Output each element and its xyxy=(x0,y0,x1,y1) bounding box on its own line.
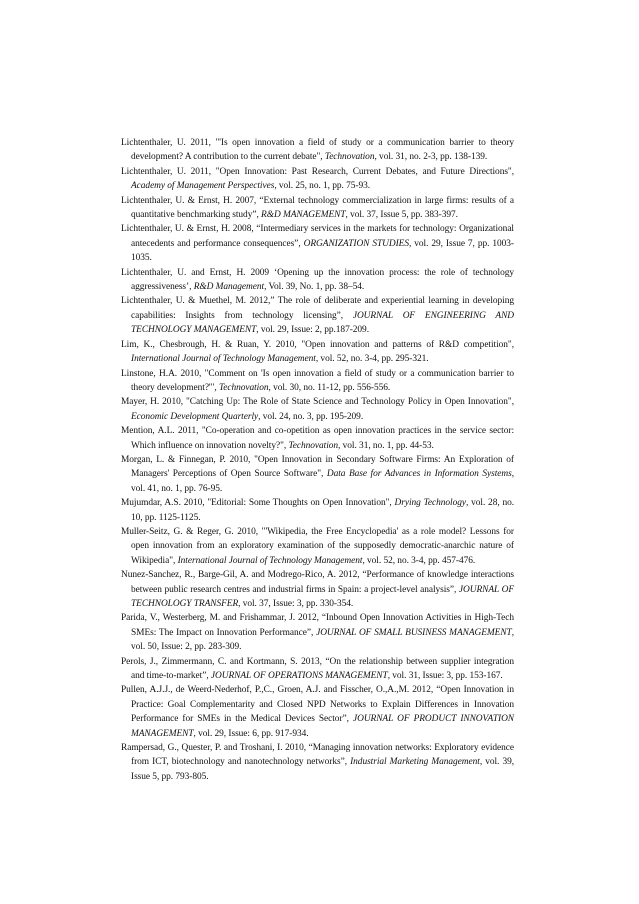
reference-text: , vol. 29, Issue: 2, pp.187-209. xyxy=(256,325,369,336)
reference-text: Lichtenthaler, U. 2011, "'Is open innovation a field of study or a communication barrier to theory development? A contribution to the current debate", xyxy=(121,138,514,163)
reference-text: , Vol. 39, No. 1, pp. 38–54. xyxy=(264,282,365,293)
reference-entry xyxy=(121,338,514,367)
reference-text: , vol. 41, no. 1, pp. 76-95. xyxy=(131,469,515,494)
reference-source-title: Industrial Marketing Management xyxy=(350,757,480,768)
reference-text: Mention, A.L. 2011, "Co-operation and co-opetition as open innovation practices in the service sector: Which influence on innovation novelty?", xyxy=(121,426,514,451)
reference-text: , vol. 37, Issue: 3, pp. 330-354. xyxy=(238,599,354,609)
reference-text: , vol. 37, Issue 5, pp. 383-397. xyxy=(345,210,458,221)
reference-text: , vol. 52, no. 3-4, pp. 457-476. xyxy=(362,555,476,566)
reference-entry xyxy=(121,683,514,741)
reference-entry xyxy=(121,222,514,265)
reference-source-title: R&D Management xyxy=(193,282,265,293)
reference-source-title: JOURNAL OF PRODUCT INNOVATION MANAGEMENT xyxy=(131,714,514,739)
reference-text: Lichtenthaler, U. and Ernst, H. 2009 ‘Opening up the innovation process: the role of technology aggressiveness’, xyxy=(121,267,514,293)
reference-text: Perols, J., Zimmermann, C. and Kortmann, S. 2013, “On the relationship between supplier integration and time-to-market”, xyxy=(121,656,514,682)
reference-source-title: International Journal of Technology Management xyxy=(131,354,316,365)
reference-text: , vol. 28, no. 10, pp. 1125-1125. xyxy=(131,498,515,523)
reference-source-title: International Journal of Technology Management xyxy=(177,555,363,566)
reference-text: , vol. 29, Issue 7, pp. 1003-1035. xyxy=(131,238,515,264)
reference-text: Lim, K., Chesbrough, H. & Ruan, Y. 2010, "Open innovation and patterns of R&D competition", xyxy=(121,339,514,350)
reference-text: Linstone, H.A. 2010, "Comment on 'Is open innovation a field of study or a communication barrier to theory development?'", xyxy=(121,368,514,393)
reference-source-title: Technovation xyxy=(218,382,269,393)
reference-text: , vol. 29, Issue: 6, pp. 917-934. xyxy=(193,728,309,739)
reference-entry xyxy=(121,194,514,223)
reference-text: , vol. 31, no. 2-3, pp. 138-139. xyxy=(374,152,488,163)
reference-text: Mujumdar, A.S. 2010, "Editorial: Some Thoughts on Open Innovation", xyxy=(121,498,395,509)
reference-source-title: JOURNAL OF ENGINEERING AND TECHNOLOGY MANAGEMENT xyxy=(131,310,514,336)
reference-text: Rampersad, G., Quester, P. and Troshani, I. 2010, “Managing innovation networks: Exploratory evidence from ICT, biotechnology and nanotechnology networks”, xyxy=(121,743,514,768)
reference-source-title: R&D MANAGEMENT xyxy=(261,210,346,221)
reference-text: , vol. 25, no. 1, pp. 75-93. xyxy=(274,181,371,192)
reference-source-title: ORGANIZATION STUDIES xyxy=(303,238,409,249)
reference-entry xyxy=(121,525,514,568)
reference-entry xyxy=(121,611,514,654)
reference-entry xyxy=(121,367,514,396)
reference-text: , vol. 24, no. 3, pp. 195-209. xyxy=(258,411,364,422)
reference-entry xyxy=(121,568,514,611)
reference-text: , vol. 39, Issue 5, pp. 793-805. xyxy=(131,757,515,782)
reference-source-title: Drying Technology xyxy=(394,498,466,509)
reference-entry xyxy=(121,496,514,525)
reference-text: , vol. 31, no. 1, pp. 44-53. xyxy=(338,440,434,451)
reference-entry xyxy=(121,165,514,194)
reference-entry xyxy=(121,741,514,784)
reference-list xyxy=(121,136,514,784)
reference-source-title: JOURNAL OF SMALL BUSINESS MANAGEMENT xyxy=(316,627,512,638)
reference-text: Lichtenthaler, U. 2011, "Open Innovation: Past Research, Current Debates, and Future Directions", xyxy=(121,166,514,177)
reference-text: Lichtenthaler, U. & Ernst, H. 2007, “External technology commercialization in large firms: results of a quantitative benchmarking study”, xyxy=(121,195,514,221)
reference-text: , vol. 31, Issue: 3, pp. 153-167. xyxy=(387,671,503,682)
reference-source-title: Technovation xyxy=(324,152,375,163)
reference-text: Muller-Seitz, G. & Reger, G. 2010, "'Wikipedia, the Free Encyclopedia' as a role model? Lessons for open innovation from an exploratory examination of the supposedly democratic-anarchic nature of Wikipedia", xyxy=(121,526,514,566)
reference-text: Lichtenthaler, U. & Ernst, H. 2008, “Intermediary services in the markets for technology: Organizational antecedents and performance consequences”, xyxy=(121,224,514,249)
reference-entry xyxy=(121,294,514,337)
reference-text: Lichtenthaler, U. & Muethel, M. 2012,” The role of deliberate and experiential learning in developing capabilities: Insights from technology licensing”, xyxy=(121,296,514,321)
reference-source-title: JOURNAL OF TECHNOLOGY TRANSFER xyxy=(131,584,514,609)
reference-source-title: Economic Development Quarterly xyxy=(131,411,259,422)
reference-source-title: Data Base for Advances in Information Systems xyxy=(326,469,512,480)
reference-entry xyxy=(121,266,514,295)
reference-text: , vol. 50, Issue: 2, pp. 283-309. xyxy=(131,627,514,653)
reference-text: Morgan, L. & Finnegan, P. 2010, "Open Innovation in Secondary Software Firms: An Exploration of Managers' Perceptions of Open Source Software", xyxy=(121,454,514,480)
reference-entry xyxy=(121,136,514,165)
reference-source-title: JOURNAL OF OPERATIONS MANAGEMENT xyxy=(210,671,388,682)
reference-text: Mayer, H. 2010, "Catching Up: The Role of State Science and Technology Policy in Open Innovation", xyxy=(121,397,514,408)
reference-text: Nunez-Sanchez, R., Barge-Gil, A. and Modrego-Rico, A. 2012, “Performance of knowledge interactions between public research centres and industrial firms in Spain: a project-level analysis”, xyxy=(121,570,514,595)
reference-text: Parida, V., Westerberg, M. and Frishammar, J. 2012, “Inbound Open Innovation Activities in High-Tech SMEs: The Impact on Innovation Performance”, xyxy=(121,613,514,638)
reference-entry xyxy=(121,424,514,453)
reference-source-title: Academy of Management Perspectives xyxy=(131,181,275,192)
reference-text: Pullen, A.J.J., de Weerd-Nederhof, P.,C., Groen, A.J. and Fisscher, O.,A.,M. 2012, “Open Innovation in Practice: Goal Complementarity and Closed NPD Networks to Explain Differences in Innovation Performance for SMEs in the Medical Devices Sector”, xyxy=(121,685,514,725)
reference-entry xyxy=(121,655,514,684)
reference-entry xyxy=(121,453,514,496)
reference-text: , vol. 30, no. 11-12, pp. 556-556. xyxy=(268,382,391,393)
reference-entry xyxy=(121,395,514,424)
reference-text: , vol. 52, no. 3-4, pp. 295-321. xyxy=(315,354,429,365)
reference-source-title: Technovation xyxy=(288,440,339,451)
